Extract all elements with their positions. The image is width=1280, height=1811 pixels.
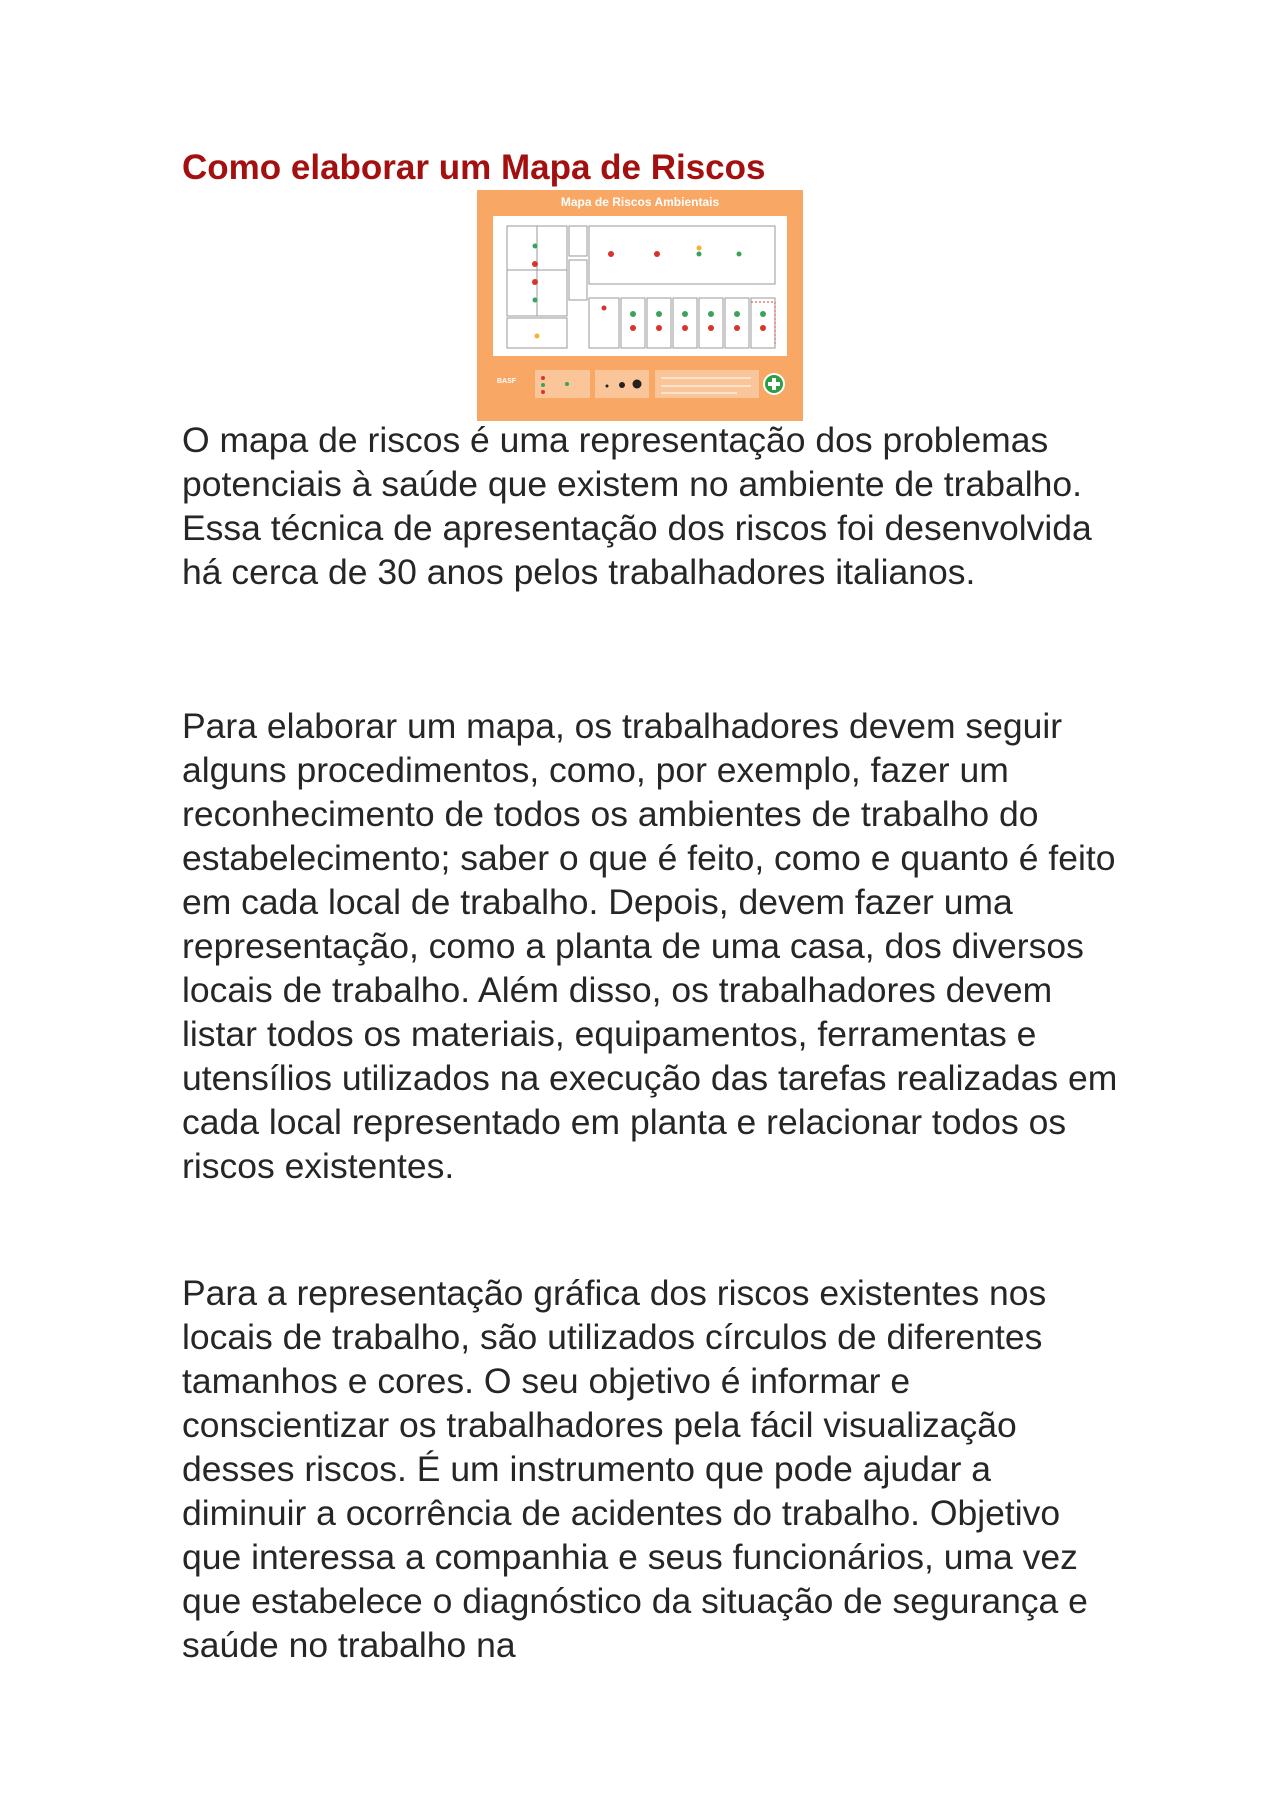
risk-map-legend (497, 370, 785, 398)
first-aid-icon (763, 373, 785, 395)
risk-map-heading: Mapa de Riscos Ambientais (560, 195, 720, 209)
risk-map-image (477, 190, 803, 421)
paragraph-representation: Para a representação gráfica dos riscos existentes nos locais de trabalho, são utilizados círculos de diferentes tamanhos e cores. O seu objetivo é informar e conscientizar os trabalhadores pela fácil visualização desses riscos. É um instrumento que pode ajudar a diminuir a ocorrência de acidentes do trabalho. Objetivo que interessa a companhia e seus funcionários, uma vez que estabelece o diagnóstico da situação de segurança e saúde no trabalho na (182, 1273, 1088, 1665)
brand-logo: BASF (497, 378, 517, 385)
floor-plan (493, 216, 787, 356)
paragraph-procedures: Para elaborar um mapa, os trabalhadores devem seguir alguns procedimentos, como, por exemplo, fazer um reconhecimento de todos os ambientes de trabalho do estabelecimento; saber o que é feito, como e quanto é feito em cada local de trabalho. Depois, devem fazer uma representação, como a planta de uma casa, dos diversos locais de trabalho. Além disso, os trabalhadores devem listar todos os materiais, equipamentos, ferramentas e utensílios utilizados na execução das tarefas realizadas em cada local representado em planta e relacionar todos os riscos existentes. (182, 706, 1118, 1186)
page-title: Como elaborar um Mapa de Riscos (182, 148, 766, 187)
paragraph-intro: O mapa de riscos é uma representação dos problemas potenciais à saúde que existem no ambiente de trabalho. Essa técnica de apresentação dos riscos foi desenvolvida há cerca de 30 anos pelos trabalhadores italianos. (182, 420, 1092, 592)
